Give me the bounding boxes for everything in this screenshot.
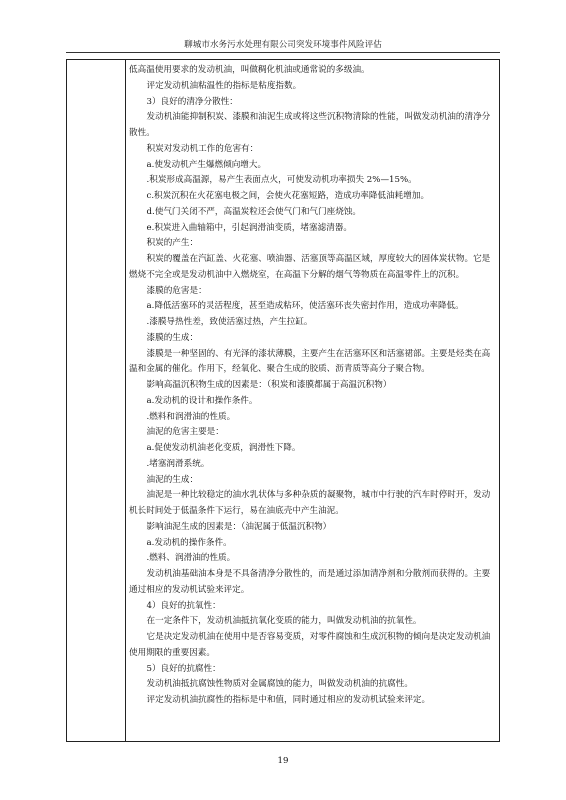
paragraph: 油泥的危害主要是： [146,427,224,438]
paragraph: a.降低活塞环的灵活程度，甚至造成粘环，使活塞环丧失密封作用，造成功率降低。 [146,301,464,312]
paragraph: c.积炭沉积在火花塞电极之间，会使火花塞短路，造成功率降低油耗增加。 [146,191,430,201]
body-text [129,63,495,709]
paragraph: .燃料、润滑油的性质。 [146,553,236,564]
paragraph: .积炭形成高温源，易产生表面点火，可使发动机功率损失 2%—15%。 [146,175,417,186]
paragraph: 发动机油能抑制积炭、漆膜和油泥生成或将这些沉积物清除的性能，叫做发动机油的清净分散性。 [129,112,491,138]
header-rule [66,52,500,53]
paragraph: d.使气门关闭不严，高温炭粒还会使气门和气门座烧蚀。 [146,206,361,217]
paragraph: 评定发动机油抗腐性的指标是中和值，同时通过相应的发动机试验来评定。 [146,695,431,705]
paragraph: a.使发动机产生爆燃倾向增大。 [146,159,267,170]
paragraph: 漆膜是一种坚固的、有光泽的漆状薄膜，主要产生在活塞环区和活塞裙部。主要是烃类在高温和金属的催化。作用下，经氧化、聚合生成的胶质、沥青质等高分子聚合物。 [129,348,491,375]
paragraph: 积炭的覆盖在汽缸盖、火花塞、喷油器、活塞顶等高温区域，厚度较大的固体炭状物。它是燃烧不完全或是发动机油中入燃烧室，在高温下分解的烟气等物质在高温零件上的沉积。 [129,254,491,280]
page-number: 19 [277,756,289,766]
paragraph: 评定发动机油粘温性的指标是粘度指数。 [146,80,302,91]
paragraph: 发动机油基础油本身是不具备清净分散性的，而是通过添加清净剂和分散剂而获得的。主要通过相应的发动机试验来评定。 [129,569,491,595]
paragraph: 影响油泥生成的因素是：（油泥属于低温沉积物） [146,521,332,532]
paragraph: 4）良好的抗氧性： [146,600,221,611]
paragraph: 漆膜的危害是： [146,285,207,296]
paragraph: a.发动机的设计和操作条件。 [146,395,258,406]
paragraph: a.发动机的操作条件。 [146,537,232,548]
paragraph: e.积炭进入曲轴箱中，引起润滑油变质，堵塞滤清器。 [146,222,352,233]
paragraph: 低高温使用要求的发动机油，叫做稠化机油或通常说的多级油。 [129,65,370,75]
paragraph: .漆膜导热性差，致使活塞过热，产生拉缸。 [146,317,313,327]
page-header: 聊城市水务污水处理有限公司突发环境事件风险评估 [184,40,382,50]
paragraph: 发动机油抵抗腐蚀性物质对金属腐蚀的能力，叫做发动机油的抗腐性。 [146,679,413,690]
paragraph: 油泥是一种比较稳定的油水乳状体与多种杂质的凝聚物，城市中行驶的汽车时停时开，发动机长时间处于低温条件下运行，易在油底壳中产生油泥。 [129,490,491,516]
paragraph: 油泥的生成： [146,474,199,485]
paragraph: 在一定条件下，发动机油抵抗氧化变质的能力，叫做发动机油的抗氧性。 [146,616,422,627]
paragraph: 5）良好的抗腐性： [146,663,221,674]
table-column-divider [125,59,126,742]
paragraph: 积炭的产生： [146,238,199,249]
paragraph: 影响高温沉积物生成的因素是：（积炭和漆膜都属于高温沉积物） [146,380,392,390]
paragraph: 3）良好的清净分散性： [146,96,238,107]
paragraph: a.促使发动机油老化变质，润滑性下降。 [146,443,301,453]
paragraph: 它是决定发动机油在使用中是否容易变质，对零件腐蚀和生成沉积物的倾向是决定发动机油使用期限的重要因素。 [129,632,491,658]
paragraph: 积炭对发动机工作的危害有： [146,143,259,154]
paragraph: .堵塞润滑系统。 [146,458,210,469]
paragraph: .燃料和润滑油的性质。 [146,411,236,422]
paragraph: 漆膜的生成： [146,332,199,343]
